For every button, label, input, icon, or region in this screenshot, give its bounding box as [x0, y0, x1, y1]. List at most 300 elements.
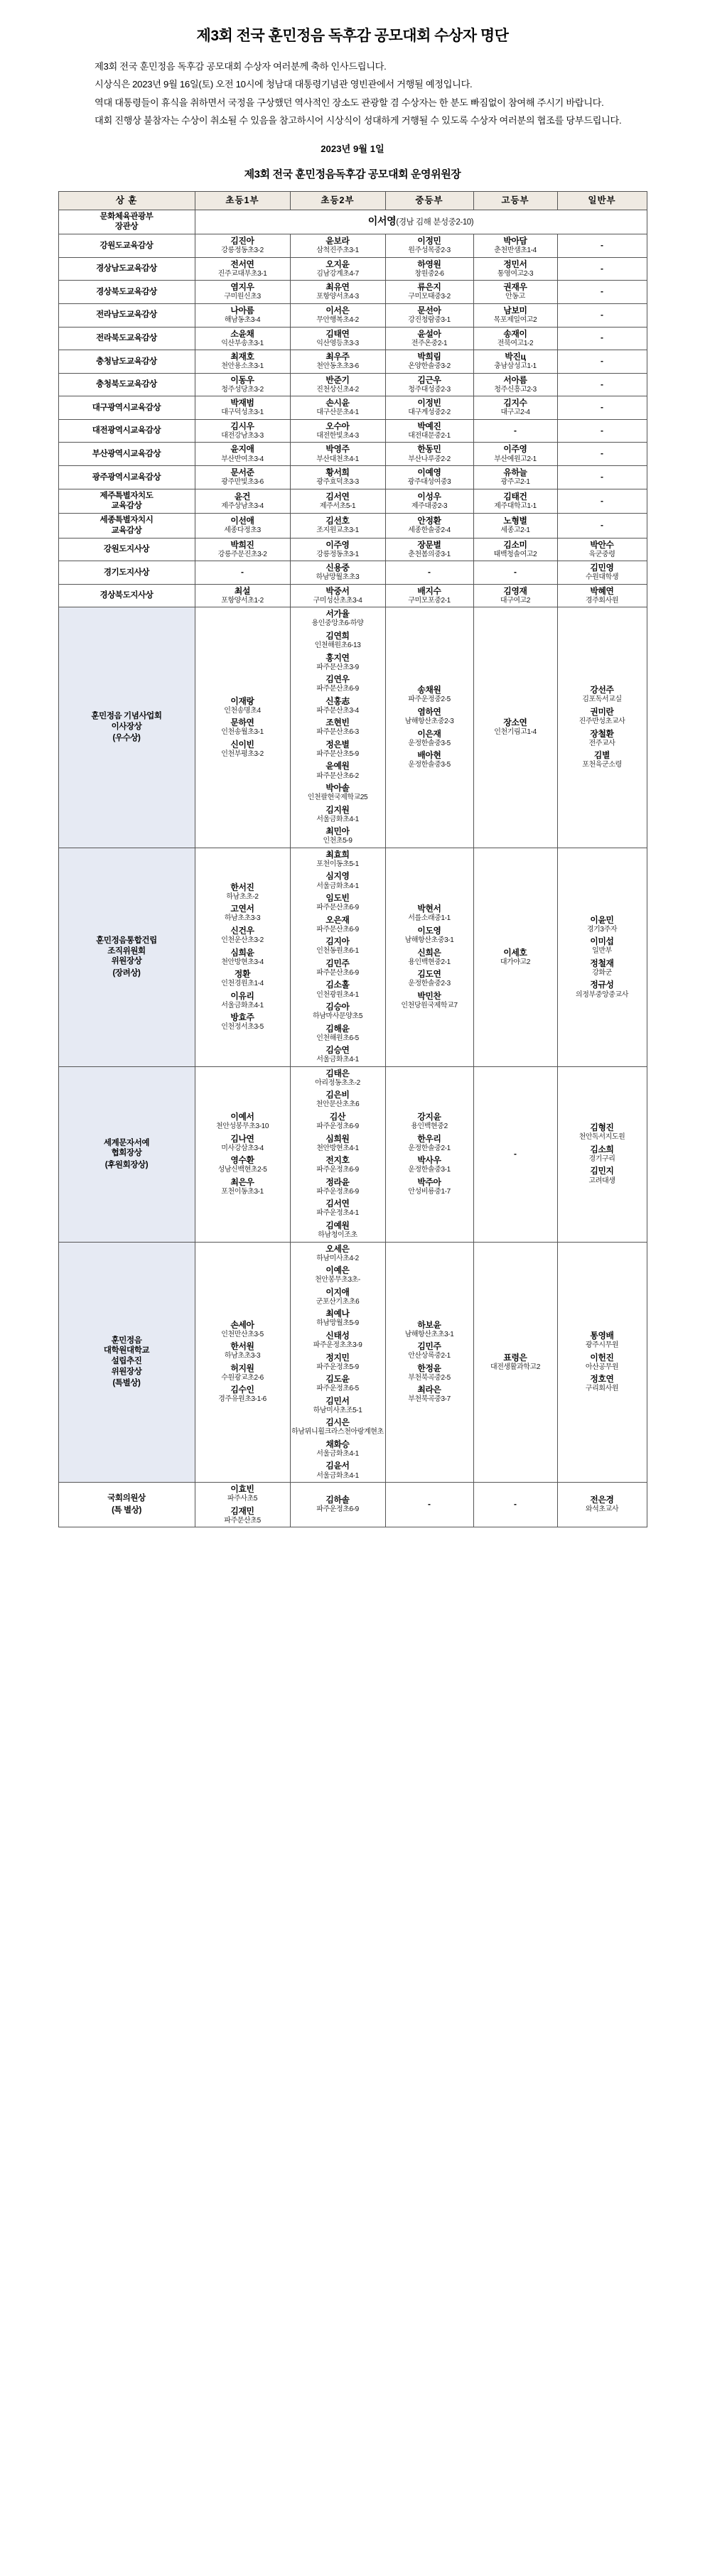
table-row [58, 561, 647, 585]
recipient-name: 이유리 [230, 990, 254, 1001]
recipient-name: 김소희 [590, 1144, 614, 1154]
empty-marker: - [514, 1148, 517, 1159]
recipient-entry [475, 259, 556, 279]
recipient-school: 서울금화초4-1 [316, 882, 359, 890]
recipient-name: 김선호 [325, 516, 350, 526]
recipient-name: 반준기 [325, 374, 350, 385]
recipient-cell [195, 419, 290, 443]
recipient-school: 대구여고2 [500, 596, 531, 605]
recipient-entry [387, 948, 473, 968]
recipient-name: 김민지 [590, 1166, 614, 1176]
recipient-entry [559, 1495, 646, 1515]
recipient-school: 대구산문초4-1 [316, 408, 359, 417]
recipient-school: 청주성당초3-2 [221, 385, 264, 394]
recipient-entry [291, 1374, 384, 1394]
recipient-entry [196, 352, 289, 372]
recipient-cell [473, 538, 557, 561]
recipient-school: 김포독서교실 [582, 696, 622, 704]
recipient-cell [290, 234, 385, 258]
intro-line-3: 역대 대통령들이 휴식을 취하면서 국정을 구상했던 역사적인 장소도 관광할 겸 수상자는 한 분도 빠짐없이 참여해 주시기 바랍니다. [95, 97, 604, 108]
recipient-entry [387, 1385, 473, 1405]
recipient-entry [196, 492, 289, 512]
table-row [58, 281, 647, 304]
recipient-school: 남해항산초초3-1 [404, 1330, 454, 1338]
recipient-school: 진주반성초교사 [578, 718, 625, 726]
recipient-cell [385, 327, 473, 350]
recipient-school: 파주문산초6-3 [316, 728, 359, 737]
recipient-entry [475, 586, 556, 606]
recipient-entry [475, 398, 556, 418]
recipient-name: 김별 [593, 750, 610, 761]
recipient-cell [195, 1242, 290, 1483]
empty-marker: - [601, 332, 603, 343]
recipient-name: 조현빈 [325, 718, 350, 728]
recipient-name: 윤예원 [325, 761, 350, 772]
award-category-line: 대구광역시교육감상 [92, 403, 161, 412]
recipient-name: 심지영 [325, 871, 350, 882]
recipient-school: 서울금화초4-1 [316, 1471, 359, 1480]
recipient-cell [385, 443, 473, 466]
recipient-school: 강릉정동초3-2 [221, 247, 264, 255]
recipient-entry [291, 540, 384, 560]
recipient-cell [195, 234, 290, 258]
award-category-line: 세종특별자치시 [99, 516, 154, 525]
recipient-entry [387, 1134, 473, 1154]
award-category-line: 협회장상 [111, 1149, 142, 1158]
recipient-entry [291, 674, 384, 694]
recipient-name: 배아현 [417, 750, 441, 761]
recipient-name: 김시은 [325, 1417, 350, 1428]
recipient-school: 구미모포중2-1 [408, 596, 451, 605]
recipient-name: 심희원 [325, 1133, 350, 1144]
recipient-cell [385, 607, 473, 848]
recipient-school: 성남신백현초2-5 [217, 1166, 267, 1174]
recipient-school: 천안동초초3-6 [316, 362, 359, 371]
recipient-name: 신이빈 [230, 739, 254, 749]
table-row [58, 303, 647, 327]
award-category [58, 466, 195, 489]
recipient-name: 장철환 [590, 728, 614, 739]
recipient-entry [196, 259, 289, 279]
table-row [58, 1242, 647, 1483]
recipient-name: 서가율 [325, 609, 350, 619]
recipient-school: 인천초5-9 [323, 837, 352, 845]
recipient-school: 진천상신초4-2 [316, 385, 359, 394]
recipient-entry [196, 421, 289, 441]
recipient-cell [385, 848, 473, 1066]
recipient-entry [196, 948, 289, 968]
recipient-name: 이동우 [230, 374, 254, 385]
table-header-row [58, 191, 647, 210]
recipient-entry [559, 685, 646, 705]
recipient-name: 김영재 [503, 585, 527, 596]
recipient-entry [291, 1287, 384, 1307]
recipient-name: 박주아 [417, 1176, 441, 1187]
recipient-cell [195, 538, 290, 561]
recipient-school: 하남뮈니횔크라스천아랑계현초 [291, 1428, 384, 1436]
recipient-cell [385, 466, 473, 489]
recipient-entry [196, 696, 289, 716]
recipient-name: 김시우 [230, 421, 254, 431]
recipient-entry [475, 352, 556, 372]
recipient-entry [387, 305, 473, 325]
table-row [58, 396, 647, 420]
recipient-school: 파주문산초3-9 [316, 663, 359, 671]
recipient-name: 박영주 [325, 444, 350, 455]
recipient-name: 김도윤 [325, 1374, 350, 1385]
recipient-entry [559, 750, 646, 770]
award-category [58, 350, 195, 374]
recipient-cell [557, 443, 647, 466]
recipient-school: 온양한솔중3-2 [408, 362, 451, 371]
recipient-school: 안성비룡중1-7 [408, 1187, 451, 1196]
recipient-entry [387, 685, 473, 705]
recipient-entry [291, 1134, 384, 1154]
recipient-entry [387, 1177, 473, 1197]
recipient-entry [291, 609, 384, 629]
recipient-school: 통영여고2-3 [497, 269, 534, 278]
recipient-entry [291, 305, 384, 325]
table-row [58, 1483, 647, 1527]
recipient-school: 세종고2-1 [500, 526, 530, 535]
recipient-school: 운정한솔중3-1 [408, 1166, 451, 1174]
recipient-entry [387, 991, 473, 1011]
recipient-school: 부산반여초3-4 [221, 455, 264, 463]
recipient-name: 박안수 [590, 539, 614, 550]
recipient-cell [557, 848, 647, 1066]
recipient-school: 강릉정동초3-1 [316, 550, 359, 558]
recipient-name: 김태건 [503, 491, 527, 502]
recipient-entry [291, 1155, 384, 1175]
recipient-cell [473, 466, 557, 489]
recipient-name: 정은별 [325, 739, 350, 749]
recipient-school: 하남미사초4-2 [316, 1254, 359, 1262]
award-category-line: 위원장상 [111, 1367, 142, 1376]
recipient-school: 광주고2-1 [500, 478, 530, 487]
award-category-line: 장관상 [114, 222, 139, 232]
recipient-school: 하남초초3-3 [224, 914, 261, 923]
recipient-entry [387, 750, 473, 770]
recipient-cell [473, 396, 557, 420]
recipient-name: 박재범 [230, 398, 254, 408]
recipient-name: 최예나 [325, 1309, 350, 1319]
recipient-school: 천안봉무초3초- [315, 1276, 360, 1284]
recipient-entry [291, 444, 384, 464]
recipient-cell [290, 584, 385, 607]
recipient-entry [196, 1112, 289, 1132]
recipient-name: 이예영 [417, 467, 441, 478]
recipient-name: 오수아 [325, 421, 350, 431]
recipient-cell [473, 561, 557, 585]
recipient-name: 김소미 [503, 539, 527, 550]
recipient-cell [557, 584, 647, 607]
recipient-entry [291, 1221, 384, 1240]
recipient-school: 세종다정초3 [224, 526, 261, 535]
award-category-line: 훈민정음 [111, 1336, 142, 1345]
recipient-name: 박예진 [417, 421, 441, 431]
recipient-cell [557, 281, 647, 304]
recipient-school: 파주문산초6-9 [316, 968, 359, 977]
recipient-cell [557, 327, 647, 350]
recipient-entry [475, 305, 556, 325]
recipient-school: 인천광원초4-1 [316, 990, 359, 999]
recipient-entry [291, 1068, 384, 1088]
recipient-school: 강진청람중3-1 [408, 316, 451, 324]
recipient-name: 심희윤 [230, 947, 254, 958]
recipient-school: 육군중령 [588, 550, 615, 558]
recipient-entry [196, 1484, 289, 1504]
recipient-school: 삼척진주초3-1 [316, 247, 359, 255]
recipient-school: 파주운정초6-9 [316, 1166, 359, 1174]
recipient-name: 김민주 [417, 1341, 441, 1352]
recipient-entry [291, 1331, 384, 1351]
recipient-entry [291, 718, 384, 737]
recipient-school: 대구덕성초3-1 [221, 408, 264, 417]
recipient-name: 류은지 [417, 282, 441, 293]
recipient-school: 구미원신초3 [224, 293, 261, 301]
empty-marker: - [428, 1499, 431, 1510]
award-category-line: 광주광역시교육감상 [92, 472, 161, 482]
recipient-name: 오세은 [325, 1243, 350, 1254]
recipient-name: 이은재 [417, 728, 441, 739]
empty-marker: - [601, 519, 603, 530]
recipient-school: 남해항산초중2-3 [404, 718, 454, 726]
recipient-name: 박중서 [325, 585, 350, 596]
recipient-name: 신희은 [417, 947, 441, 958]
recipient-entry [291, 1309, 384, 1328]
recipient-cell [557, 303, 647, 327]
recipient-entry [196, 1012, 289, 1032]
recipient-entry [291, 398, 384, 418]
recipient-name: 최효희 [325, 849, 350, 860]
recipient-entry [475, 516, 556, 536]
recipient-cell [557, 466, 647, 489]
recipient-cell [473, 1066, 557, 1242]
recipient-school: 아리정동초초-2 [315, 1078, 360, 1087]
minister-award-recipient [195, 210, 647, 234]
award-category [58, 1483, 195, 1527]
recipient-entry [196, 467, 289, 487]
intro-line-1: 제3회 전국 훈민정음 독후감 공모대회 수상자 여러분께 축하 인사드립니다. [95, 61, 387, 72]
recipient-name: 이정빈 [417, 398, 441, 408]
recipient-cell [290, 257, 385, 281]
recipient-cell [557, 396, 647, 420]
recipient-name: 김태은 [325, 1068, 350, 1078]
col-header-middle: 중등부 [385, 191, 473, 210]
recipient-name: 전은경 [590, 1495, 614, 1505]
recipient-entry [559, 729, 646, 749]
recipient-school: 대전생활과학고2 [490, 1363, 540, 1371]
recipient-entry [475, 444, 556, 464]
recipient-entry [387, 398, 473, 418]
recipient-entry [291, 516, 384, 536]
recipient-name: 이도영 [417, 925, 441, 936]
award-category-line: 교육감상 [111, 526, 142, 535]
recipient-school: 세종한솔중2-4 [408, 526, 451, 535]
recipient-school: 파주문산초6-2 [316, 772, 359, 780]
recipient-name: 김나연 [230, 1133, 254, 1144]
recipient-entry [291, 936, 384, 956]
recipient-school: 안동고 [505, 293, 525, 301]
recipient-school: 수원광교초2-6 [221, 1373, 264, 1382]
recipient-name: 김지수 [503, 398, 527, 408]
award-category [58, 327, 195, 350]
recipient-entry [559, 980, 646, 1000]
table-row [58, 327, 647, 350]
table-row [58, 210, 647, 234]
recipient-school: 제주대학고1-1 [494, 502, 537, 510]
recipient-entry [291, 740, 384, 759]
recipient-school: 일반부 [592, 947, 612, 956]
recipient-entry [196, 1506, 289, 1526]
recipient-school: 하남초초3-3 [224, 1352, 261, 1360]
recipient-name: 김해윤 [325, 1023, 350, 1034]
empty-marker: - [601, 495, 603, 506]
recipient-school: 부천북곡중2-5 [408, 1373, 451, 1382]
recipient-name: 김윤서 [325, 1461, 350, 1471]
recipient-name: 권미란 [590, 706, 614, 717]
recipient-cell [290, 561, 385, 585]
recipient-school: 인천팔현국제학교25 [307, 794, 368, 802]
recipient-school: 포천이동초3-1 [221, 1187, 264, 1196]
recipient-entry [559, 1166, 646, 1186]
recipient-school: 하남망월초5-9 [316, 1319, 359, 1328]
recipient-entry [196, 1177, 289, 1197]
recipient-school: 포항양서초4-3 [316, 293, 359, 301]
recipient-cell [385, 538, 473, 561]
empty-marker: - [601, 448, 603, 459]
recipient-name: 박아담 [503, 236, 527, 247]
recipient-name: 송채원 [417, 685, 441, 696]
recipient-entry [196, 882, 289, 902]
recipient-cell [290, 514, 385, 538]
recipient-cell [290, 1242, 385, 1483]
recipient-name: 박희진 [230, 539, 254, 550]
recipient-name: 노형별 [503, 516, 527, 526]
recipient-name: 최재호 [230, 352, 254, 362]
empty-marker: - [514, 1499, 517, 1510]
recipient-name: 이효빈 [230, 1484, 254, 1495]
award-category-line: 부산광역시교육감상 [92, 449, 161, 458]
recipient-name: 윤건 [234, 491, 251, 502]
recipient-name: 문선아 [417, 305, 441, 315]
recipient-school: 원주성목중2-3 [408, 247, 451, 255]
recipient-school: 광주대성여중3 [407, 478, 451, 487]
recipient-name: 김승아 [325, 1002, 350, 1012]
recipient-cell [195, 327, 290, 350]
recipient-name: 윤지애 [230, 444, 254, 455]
empty-marker: - [601, 472, 603, 482]
recipient-cell [473, 281, 557, 304]
recipient-school: 인천기림고1-4 [494, 728, 537, 737]
recipient-school: 구미성산초초3-4 [313, 596, 362, 605]
recipient-cell [473, 489, 557, 513]
recipient-school: 인천정서초3-5 [221, 1023, 264, 1032]
recipient-school: 강릉주문진초3-2 [217, 550, 267, 558]
recipient-entry [387, 1341, 473, 1361]
award-category-line: 문화체육관광부 [99, 212, 154, 221]
table-row [58, 1066, 647, 1242]
recipient-entry [291, 1396, 384, 1416]
recipient-school: 포천육군소령 [582, 761, 622, 769]
recipient-entry [387, 969, 473, 989]
award-category-line: 훈민정음 기념사업회 [91, 712, 162, 720]
recipient-cell [195, 561, 290, 585]
recipient-entry [196, 1385, 289, 1405]
recipient-school: 서울금화초4-1 [316, 815, 359, 823]
recipient-school: 파주문산초6-9 [316, 925, 359, 933]
recipient-entry [387, 444, 473, 464]
recipient-cell [195, 1066, 290, 1242]
recipient-name: 이윤민 [590, 914, 614, 925]
recipient-school: 충남삼성고1-1 [494, 362, 537, 371]
recipient-cell [473, 257, 557, 281]
recipient-name: 김하솔 [325, 1495, 350, 1505]
recipient-school: 부천북곡중3-7 [408, 1395, 451, 1404]
recipient-entry [387, 421, 473, 441]
recipient-school: 인천송명초4 [224, 706, 261, 715]
recipient-name: 최민아 [325, 826, 350, 837]
empty-marker: - [514, 425, 517, 435]
recipient-school: 인천당원국제학교7 [401, 1001, 458, 1010]
table-row [58, 489, 647, 513]
recipient-entry [387, 516, 473, 536]
recipient-entry [387, 492, 473, 512]
recipient-name: 최라은 [417, 1385, 441, 1395]
recipient-entry [196, 540, 289, 560]
award-category-line: 대전광역시교육감상 [92, 426, 161, 435]
recipient-school: 익산영등초3-3 [316, 339, 359, 347]
recipient-name: 김소홀 [325, 980, 350, 990]
recipient-school: 아산공무원 [585, 1363, 619, 1371]
table-row [58, 234, 647, 258]
award-category [58, 281, 195, 304]
recipient-entry [475, 1353, 556, 1373]
empty-marker: - [514, 567, 517, 578]
award-category-line: 대학원대학교 [103, 1346, 150, 1355]
recipient-school: 서를소래중1-1 [408, 914, 451, 923]
recipient-cell [385, 396, 473, 420]
recipient-school: 파주문산초5 [224, 1516, 261, 1525]
award-category [58, 538, 195, 561]
recipient-name: 이정민 [417, 236, 441, 247]
recipient-school: 청주대성중2-3 [408, 385, 451, 394]
recipient-cell [195, 443, 290, 466]
recipient-entry [475, 329, 556, 349]
award-category-line: 제주특별자치도 [99, 491, 154, 500]
recipient-entry [387, 352, 473, 372]
recipient-school: 구리회사원 [585, 1385, 619, 1393]
recipient-name: 이주영 [325, 539, 350, 550]
recipient-entry [196, 1320, 289, 1340]
recipient-school: 운정한솔중2-3 [408, 980, 451, 988]
recipient-name: 서아름 [503, 374, 527, 385]
recipient-name: 김민주 [325, 958, 350, 968]
table-row [58, 538, 647, 561]
recipient-school: 대가야고2 [500, 958, 531, 966]
recipient-name: 김예원 [325, 1220, 350, 1230]
recipient-school: 경주유원초3-1-6 [218, 1395, 267, 1404]
recipient-name: 윤설아 [417, 328, 441, 339]
recipient-name: 김도연 [417, 969, 441, 980]
organizer-title: 제3회 전국 훈민정음독후감 공모대회 운영위원장 [244, 168, 461, 180]
recipient-school: 인천만산초3-5 [221, 1330, 264, 1338]
recipient-school: 천안방현초3-4 [221, 958, 264, 966]
recipient-name: 장문별 [417, 539, 441, 550]
recipient-name: 염지우 [230, 282, 254, 293]
recipient-school: 하남마사문양초5 [313, 1012, 362, 1021]
recipient-school: 인천해원초6-5 [316, 1034, 359, 1042]
